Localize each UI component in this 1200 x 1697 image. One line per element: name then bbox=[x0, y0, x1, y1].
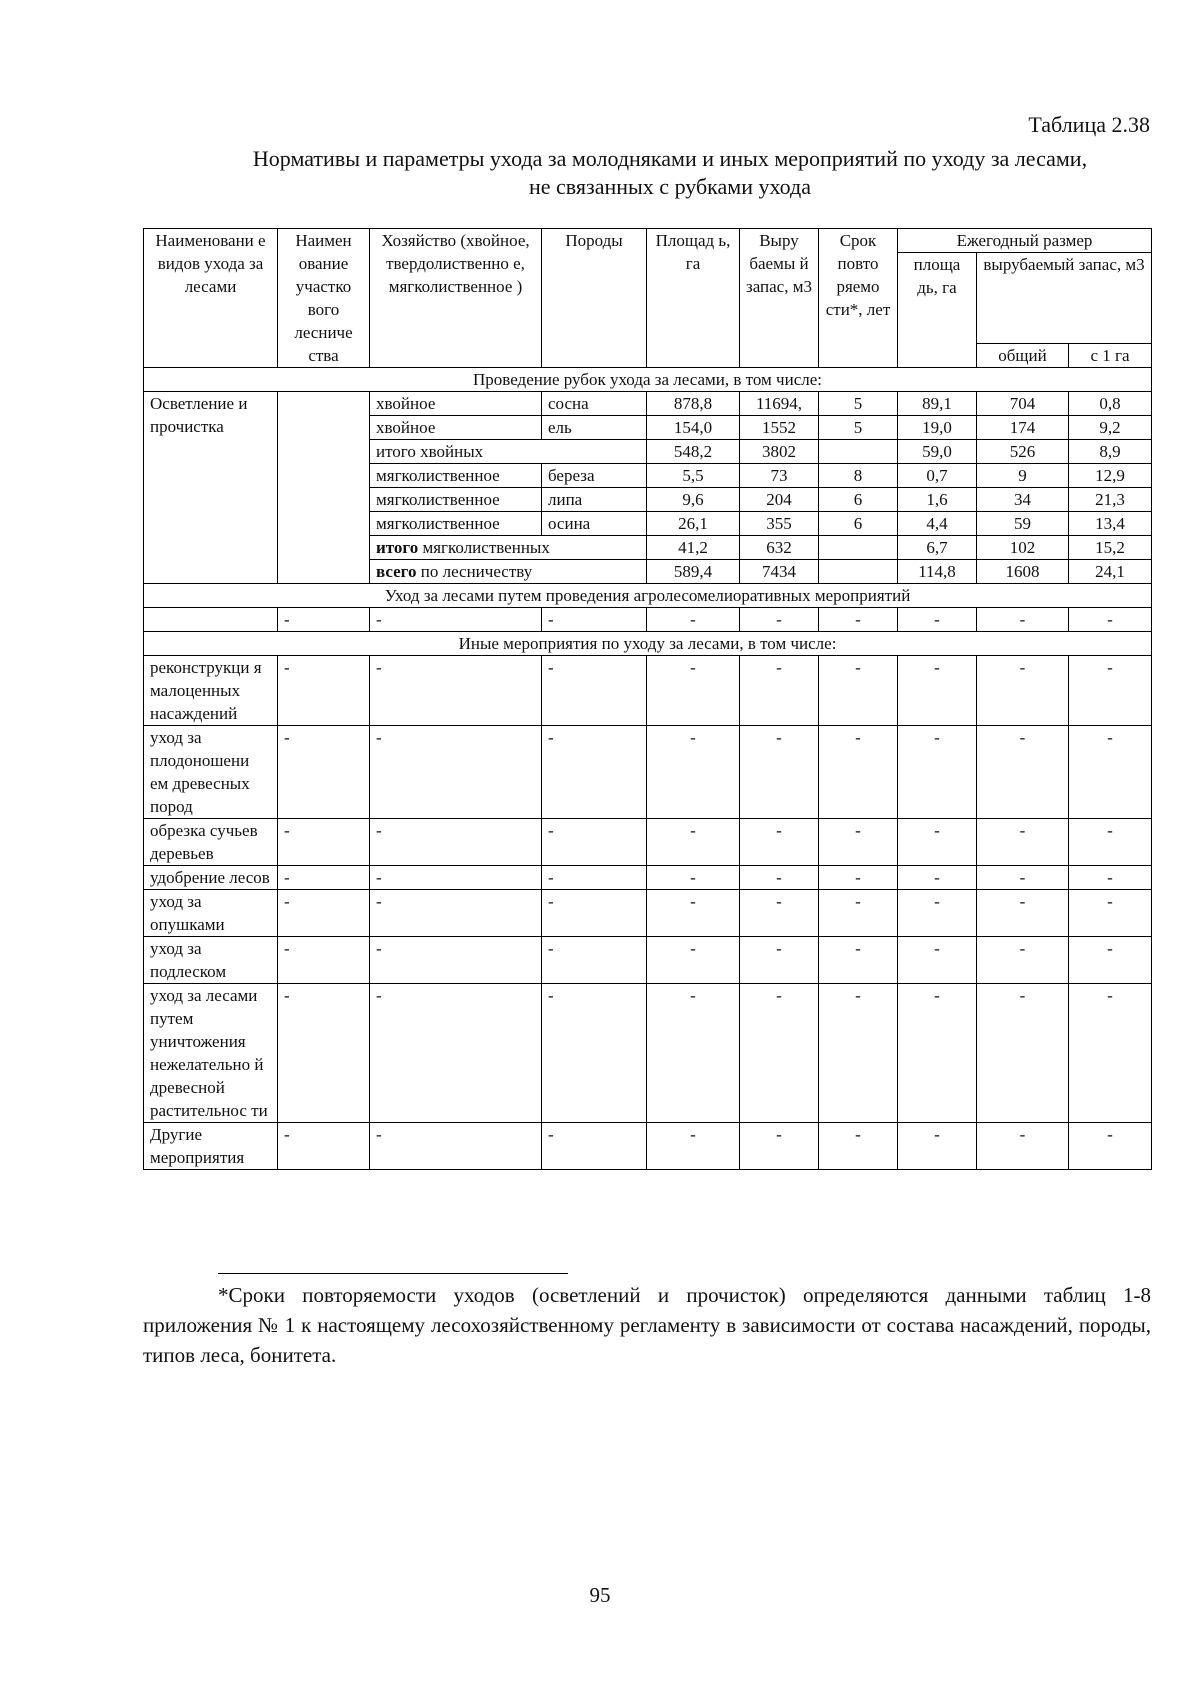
dash-cell: - bbox=[370, 656, 542, 726]
dash-cell: - bbox=[740, 656, 819, 726]
section-title-2: Уход за лесами путем проведения агролесомелиоративных мероприятий bbox=[144, 584, 1152, 608]
row-term: 5 bbox=[819, 392, 898, 416]
row-per-ha: 13,4 bbox=[1069, 512, 1152, 536]
header-annual-stock: вырубаемый запас, м3 bbox=[977, 253, 1152, 344]
footnote: *Сроки повторяемости уходов (осветлений и прочисток) определяются данными таблиц 1-8 приложения № 1 к настоящему лесохозяйственному регламенту в зависимости от состава насаждений, породы, типов леса, бонитета. bbox=[143, 1283, 1151, 1367]
row-per-ha: 15,2 bbox=[1069, 536, 1152, 560]
row-farm: мягколиственное bbox=[370, 464, 542, 488]
row-farm bbox=[370, 560, 647, 584]
dash-cell: - bbox=[740, 984, 819, 1123]
row-site bbox=[278, 392, 370, 584]
dash-cell: - bbox=[977, 726, 1069, 819]
header-farm: Хозяйство (хвойное, твердолиственно е, мягколиственное ) bbox=[370, 229, 542, 368]
row-farm-bold: итого bbox=[376, 538, 419, 557]
dash-cell: - bbox=[370, 819, 542, 866]
row-per-ha: 12,9 bbox=[1069, 464, 1152, 488]
row-per-ha: 8,9 bbox=[1069, 440, 1152, 464]
table-caption: Таблица 2.38 bbox=[1028, 112, 1150, 137]
row-a-area: 0,7 bbox=[898, 464, 977, 488]
dash-cell: - bbox=[278, 866, 370, 890]
dash-cell: - bbox=[370, 937, 542, 984]
dash-cell: - bbox=[819, 937, 898, 984]
row-term bbox=[819, 440, 898, 464]
dash-cell: - bbox=[819, 608, 898, 632]
row-farm bbox=[370, 536, 647, 560]
dash-cell: - bbox=[370, 726, 542, 819]
header-annual: Ежегодный размер bbox=[898, 229, 1152, 253]
row-kind: уход за лесами путем уничтожения нежелательно й древесной растительнос ти bbox=[144, 984, 278, 1123]
table-row bbox=[144, 1123, 1152, 1170]
dash-cell: - bbox=[542, 937, 647, 984]
dash-cell: - bbox=[647, 656, 740, 726]
row-term: 6 bbox=[819, 488, 898, 512]
dash-cell: - bbox=[278, 656, 370, 726]
title-line-1: Нормативы и параметры ухода за молодняками и иных мероприятий по уходу за лесами, bbox=[252, 146, 1088, 171]
header-annual-area: площа дь, га bbox=[898, 253, 977, 368]
page-number: 95 bbox=[589, 1583, 611, 1607]
dash-cell: - bbox=[740, 937, 819, 984]
row-area: 878,8 bbox=[647, 392, 740, 416]
row-area: 589,4 bbox=[647, 560, 740, 584]
row-farm-text: итого хвойных bbox=[376, 442, 484, 461]
header-per-ha: с 1 га bbox=[1069, 344, 1152, 368]
row-total: 1608 bbox=[977, 560, 1069, 584]
row-stock: 355 bbox=[740, 512, 819, 536]
dash-cell: - bbox=[370, 984, 542, 1123]
table-row bbox=[144, 819, 1152, 866]
row-farm-text: мягколиственных bbox=[418, 538, 550, 557]
row-kind: уход за опушками bbox=[144, 890, 278, 937]
header-species: Породы bbox=[542, 229, 647, 368]
row-per-ha: 24,1 bbox=[1069, 560, 1152, 584]
row-total: 59 bbox=[977, 512, 1069, 536]
row-stock: 73 bbox=[740, 464, 819, 488]
dash-cell: - bbox=[898, 984, 977, 1123]
row-area: 9,6 bbox=[647, 488, 740, 512]
row-total: 526 bbox=[977, 440, 1069, 464]
dash-cell: - bbox=[1069, 819, 1152, 866]
row-stock: 632 bbox=[740, 536, 819, 560]
dash-cell: - bbox=[898, 937, 977, 984]
row-farm: мягколиственное bbox=[370, 512, 542, 536]
row-a-area: 89,1 bbox=[898, 392, 977, 416]
table-row bbox=[144, 726, 1152, 819]
dash-cell: - bbox=[740, 726, 819, 819]
table-row bbox=[144, 656, 1152, 726]
dash-cell: - bbox=[1069, 937, 1152, 984]
row-kind: Другие мероприятия bbox=[144, 1123, 278, 1170]
section-row bbox=[144, 632, 1152, 656]
dash-cell: - bbox=[370, 608, 542, 632]
dash-cell: - bbox=[977, 984, 1069, 1123]
dash-cell: - bbox=[278, 984, 370, 1123]
table-row bbox=[144, 392, 1152, 416]
dash-cell: - bbox=[278, 726, 370, 819]
row-farm: хвойное bbox=[370, 392, 542, 416]
row-term bbox=[819, 560, 898, 584]
dash-cell: - bbox=[647, 866, 740, 890]
row-a-area: 6,7 bbox=[898, 536, 977, 560]
dash-cell: - bbox=[977, 937, 1069, 984]
dash-cell: - bbox=[647, 1123, 740, 1170]
dash-cell: - bbox=[740, 1123, 819, 1170]
dash-cell: - bbox=[1069, 608, 1152, 632]
dash-cell: - bbox=[819, 726, 898, 819]
row-species: осина bbox=[542, 512, 647, 536]
dash-cell: - bbox=[542, 866, 647, 890]
dash-cell: - bbox=[898, 656, 977, 726]
row-a-area: 4,4 bbox=[898, 512, 977, 536]
row-stock: 7434 bbox=[740, 560, 819, 584]
dash-cell: - bbox=[542, 726, 647, 819]
dash-cell: - bbox=[542, 608, 647, 632]
dash-cell: - bbox=[370, 1123, 542, 1170]
dash-cell: - bbox=[740, 890, 819, 937]
table-row bbox=[144, 937, 1152, 984]
dash-cell: - bbox=[977, 656, 1069, 726]
dash-cell: - bbox=[278, 890, 370, 937]
row-a-area: 19,0 bbox=[898, 416, 977, 440]
table-row bbox=[144, 608, 1152, 632]
dash-cell: - bbox=[647, 608, 740, 632]
dash-cell: - bbox=[647, 726, 740, 819]
row-stock: 204 bbox=[740, 488, 819, 512]
dash-cell: - bbox=[370, 866, 542, 890]
row-kind: уход за плодоношени ем древесных пород bbox=[144, 726, 278, 819]
dash-cell: - bbox=[819, 890, 898, 937]
row-area: 41,2 bbox=[647, 536, 740, 560]
row-per-ha: 21,3 bbox=[1069, 488, 1152, 512]
dash-cell: - bbox=[898, 866, 977, 890]
row-kind: обрезка сучьев деревьев bbox=[144, 819, 278, 866]
row-farm-bold: всего bbox=[376, 562, 417, 581]
header-kind: Наименовани е видов ухода за лесами bbox=[144, 229, 278, 368]
section-row bbox=[144, 584, 1152, 608]
row-term: 6 bbox=[819, 512, 898, 536]
dash-cell: - bbox=[278, 937, 370, 984]
dash-cell: - bbox=[898, 1123, 977, 1170]
dash-cell: - bbox=[370, 890, 542, 937]
row-kind: уход за подлеском bbox=[144, 937, 278, 984]
dash-cell: - bbox=[1069, 656, 1152, 726]
row-species: ель bbox=[542, 416, 647, 440]
row-area: 154,0 bbox=[647, 416, 740, 440]
dash-cell: - bbox=[1069, 1123, 1152, 1170]
row-farm: мягколиственное bbox=[370, 488, 542, 512]
row-kind: реконструкци я малоценных насаждений bbox=[144, 656, 278, 726]
row-per-ha: 9,2 bbox=[1069, 416, 1152, 440]
header-stock: Выру баемы й запас, м3 bbox=[740, 229, 819, 368]
row-area: 26,1 bbox=[647, 512, 740, 536]
dash-cell: - bbox=[819, 819, 898, 866]
dash-cell: - bbox=[819, 984, 898, 1123]
row-total: 102 bbox=[977, 536, 1069, 560]
dash-cell bbox=[144, 608, 278, 632]
section-title-1: Проведение рубок ухода за лесами, в том числе: bbox=[144, 368, 1152, 392]
row-area: 5,5 bbox=[647, 464, 740, 488]
dash-cell: - bbox=[819, 656, 898, 726]
dash-cell: - bbox=[1069, 890, 1152, 937]
dash-cell: - bbox=[1069, 866, 1152, 890]
header-site: Наимен ование участко вого лесниче ства bbox=[278, 229, 370, 368]
dash-cell: - bbox=[542, 656, 647, 726]
dash-cell: - bbox=[542, 984, 647, 1123]
row-farm: хвойное bbox=[370, 416, 542, 440]
dash-cell: - bbox=[278, 608, 370, 632]
row-a-area: 59,0 bbox=[898, 440, 977, 464]
row-a-area: 114,8 bbox=[898, 560, 977, 584]
dash-cell: - bbox=[278, 819, 370, 866]
row-per-ha: 0,8 bbox=[1069, 392, 1152, 416]
dash-cell: - bbox=[977, 1123, 1069, 1170]
table-title bbox=[190, 145, 1150, 201]
dash-cell: - bbox=[898, 726, 977, 819]
row-stock: 3802 bbox=[740, 440, 819, 464]
row-species: липа bbox=[542, 488, 647, 512]
dash-cell: - bbox=[647, 890, 740, 937]
row-kind: Осветление и прочистка bbox=[144, 392, 278, 584]
header-term: Срок повто ряемо сти*, лет bbox=[819, 229, 898, 368]
dash-cell: - bbox=[819, 866, 898, 890]
dash-cell: - bbox=[542, 819, 647, 866]
header-row-1 bbox=[144, 229, 1152, 253]
care-norms-table bbox=[143, 228, 1152, 1170]
dash-cell: - bbox=[977, 819, 1069, 866]
section-row bbox=[144, 368, 1152, 392]
dash-cell: - bbox=[898, 819, 977, 866]
row-stock: 11694, bbox=[740, 392, 819, 416]
table-row bbox=[144, 890, 1152, 937]
row-area: 548,2 bbox=[647, 440, 740, 464]
dash-cell: - bbox=[819, 1123, 898, 1170]
title-line-2: не связанных с рубками ухода bbox=[529, 174, 811, 199]
dash-cell: - bbox=[647, 819, 740, 866]
dash-cell: - bbox=[1069, 984, 1152, 1123]
dash-cell: - bbox=[977, 608, 1069, 632]
row-species: сосна bbox=[542, 392, 647, 416]
dash-cell: - bbox=[740, 866, 819, 890]
dash-cell: - bbox=[898, 890, 977, 937]
row-total: 174 bbox=[977, 416, 1069, 440]
table-row bbox=[144, 984, 1152, 1123]
row-stock: 1552 bbox=[740, 416, 819, 440]
dash-cell: - bbox=[977, 890, 1069, 937]
row-term: 8 bbox=[819, 464, 898, 488]
dash-cell: - bbox=[977, 866, 1069, 890]
row-term: 5 bbox=[819, 416, 898, 440]
row-term bbox=[819, 536, 898, 560]
dash-cell: - bbox=[740, 819, 819, 866]
row-species: береза bbox=[542, 464, 647, 488]
dash-cell: - bbox=[542, 1123, 647, 1170]
row-total: 34 bbox=[977, 488, 1069, 512]
row-total: 704 bbox=[977, 392, 1069, 416]
dash-cell: - bbox=[898, 608, 977, 632]
dash-cell: - bbox=[740, 608, 819, 632]
table-row bbox=[144, 866, 1152, 890]
footnote-rule bbox=[218, 1273, 568, 1274]
dash-cell: - bbox=[542, 890, 647, 937]
row-kind: удобрение лесов bbox=[144, 866, 278, 890]
row-farm bbox=[370, 440, 647, 464]
section-title-3: Иные мероприятия по уходу за лесами, в том числе: bbox=[144, 632, 1152, 656]
dash-cell: - bbox=[647, 937, 740, 984]
row-farm-text: по лесничеству bbox=[416, 562, 533, 581]
dash-cell: - bbox=[647, 984, 740, 1123]
header-area: Площад ь, га bbox=[647, 229, 740, 368]
dash-cell: - bbox=[278, 1123, 370, 1170]
row-a-area: 1,6 bbox=[898, 488, 977, 512]
row-total: 9 bbox=[977, 464, 1069, 488]
header-total: общий bbox=[977, 344, 1069, 368]
dash-cell: - bbox=[1069, 726, 1152, 819]
